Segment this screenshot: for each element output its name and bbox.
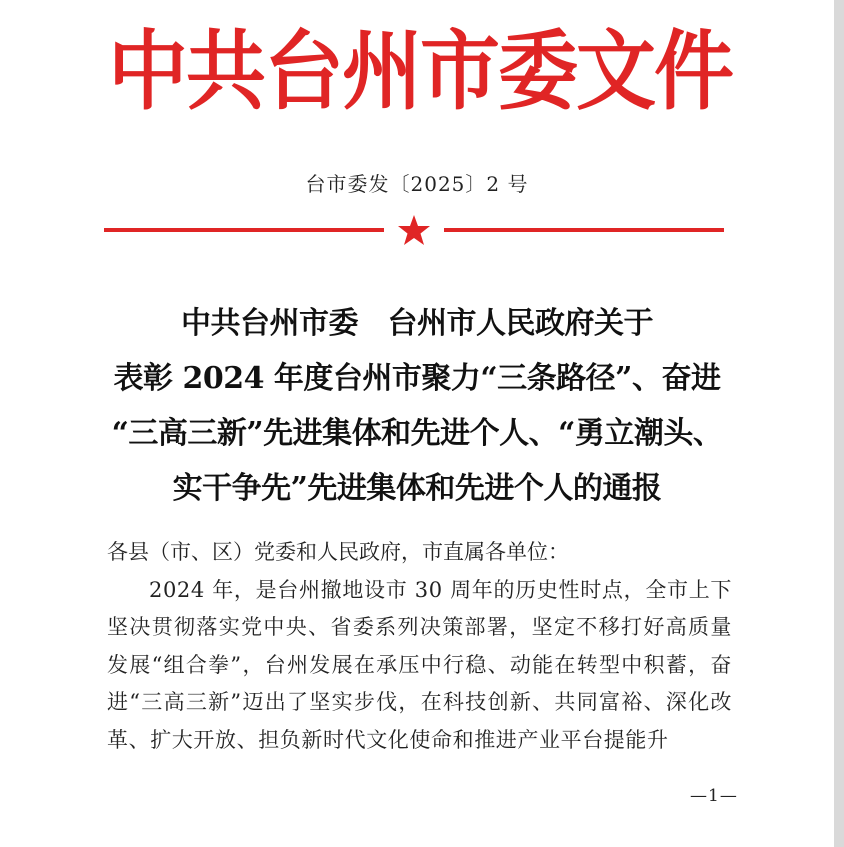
title-line: 实干争先”先进集体和先进个人的通报	[172, 471, 662, 506]
star-icon	[397, 214, 431, 246]
page-edge	[834, 0, 844, 847]
divider-line-left	[104, 228, 384, 232]
red-divider	[104, 214, 724, 248]
masthead-title: 中共台州市委文件	[108, 20, 732, 121]
document-title	[90, 296, 744, 516]
document-number: 台市委发〔2025〕2 号	[305, 172, 529, 196]
title-line: “三高三新”先进集体和先进个人、“勇立潮头、	[111, 416, 723, 451]
divider-line-right	[444, 228, 724, 232]
body-paragraph: 2024 年，是台州撤地设市 30 周年的历史性时点，全市上下坚决贯彻落实党中央、省委系列决策部署，坚定不移打好高质量发展“组合拳”，台州发展在承压中行稳、动能在转型中积蓄，奋进“三高三新”迈出了坚实步伐，在科技创新、共同富裕、深化改革、扩大开放、担负新时代文化使命和推进产业平台提能升	[107, 577, 732, 752]
document-body	[107, 534, 732, 759]
page-number: —1—	[690, 786, 738, 806]
title-line: 表彰 2024 年度台州市聚力“三条路径”、奋进	[113, 361, 721, 396]
salutation: 各县（市、区）党委和人民政府，市直属各单位：	[107, 540, 569, 564]
title-line: 中共台州市委 台州市人民政府关于	[181, 306, 653, 341]
